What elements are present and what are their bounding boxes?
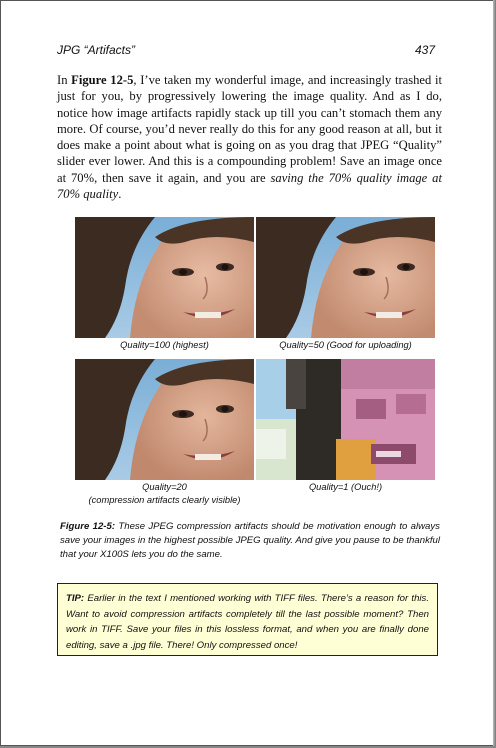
tip-text: Earlier in the text I mentioned working with TIFF files. There’s a reason for this. Want to avoid compression artifacts completely till the last possible moment? Then work in TIFF. Save your files in this lossless format, and when you are finally done editing, save a .jpg file. There! Only compressed once!: [66, 593, 429, 651]
photo-quality-50: [256, 217, 435, 338]
caption-quality-20-note: (compression artifacts clearly visible): [88, 495, 241, 505]
intro-lead: In: [57, 73, 72, 87]
photo-quality-20: [75, 359, 254, 480]
chapter-title: JPG “Artifacts”: [57, 43, 136, 57]
tip-box: [57, 583, 438, 656]
figure-reference: Figure 12-5: [71, 73, 134, 87]
tip-text-block: [66, 591, 429, 653]
figure-caption-label: Figure 12-5:: [60, 521, 116, 532]
body-text-end: .: [118, 187, 122, 202]
caption-quality-100: Quality=100 (highest): [120, 340, 209, 350]
page-number: 437: [414, 43, 435, 57]
photo-quality-1: [256, 359, 435, 480]
caption-quality-20: Quality=20: [142, 482, 187, 492]
tip-label: TIP:: [66, 593, 85, 604]
caption-quality-50: Quality=50 (Good for uploading): [279, 340, 412, 350]
photo-quality-100: [75, 217, 254, 338]
running-header: [57, 43, 435, 57]
figure-caption: [60, 520, 440, 562]
body-text-main: , I’ve taken my wonderful image, and increasingly trashed it just for you, by progressively lowering the image quality. And as I do, notice how image artifacts rapidly stack up till you can’t stomach them any more. Of course, you’d never really do this for any good reason at all, but it does make a point about what is going on as you drag that JPEG “Quality” slider ever lower. And this is a compounding problem! Save an image once at 70%, then save it again, and you are: [57, 73, 442, 185]
figure-caption-text: These JPEG compression artifacts should be motivation enough to always save your images in the highest possible JPEG quality. And give you pause to be thankful that your X100S lets you do the same.: [60, 521, 440, 560]
body-paragraph: [57, 72, 442, 202]
body-text-italic: saving the 70% quality image at 70% quality: [57, 170, 442, 202]
caption-quality-1: Quality=1 (Ouch!): [308, 482, 383, 492]
